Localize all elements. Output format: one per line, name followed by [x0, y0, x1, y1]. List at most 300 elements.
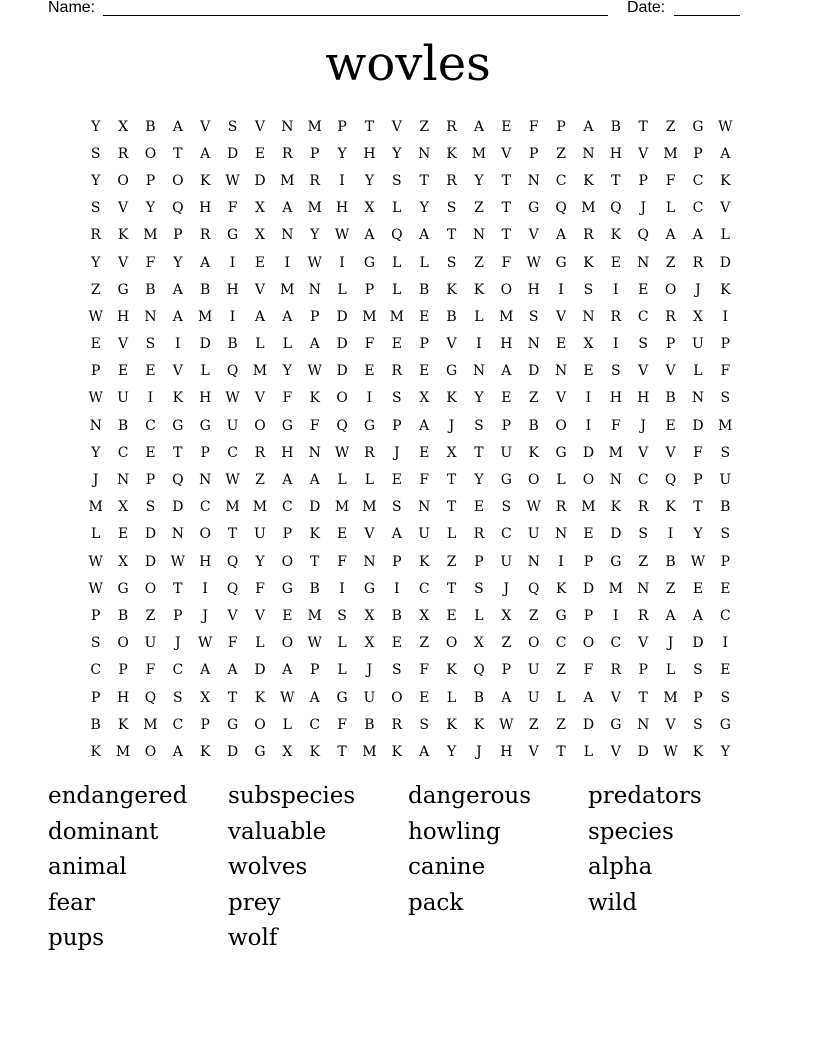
grid-letter: X — [692, 308, 703, 325]
grid-letter: Z — [665, 118, 676, 135]
grid-letter: U — [500, 553, 513, 570]
grid-letter: H — [363, 145, 376, 162]
grid-letter: F — [665, 172, 676, 189]
grid-letter: P — [501, 417, 512, 434]
grid-letter: O — [527, 635, 540, 652]
grid-letter: O — [500, 281, 513, 298]
grid-letter: F — [227, 200, 238, 217]
grid-letter: S — [446, 200, 457, 217]
grid-letter: O — [172, 172, 184, 189]
grid-letter: R — [90, 227, 101, 244]
grid-letter: H — [609, 390, 622, 407]
grid-letter: H — [226, 281, 239, 298]
grid-letter: I — [613, 607, 619, 624]
grid-letter: K — [446, 716, 457, 733]
grid-letter: K — [720, 172, 731, 189]
grid-letter: C — [418, 580, 430, 597]
grid-letter: H — [116, 308, 130, 325]
grid-letter: D — [582, 444, 595, 461]
grid-row — [82, 412, 739, 439]
grid-letter: R — [610, 662, 622, 679]
grid-letter: I — [585, 390, 592, 407]
grid-letter: D — [582, 716, 595, 733]
grid-letter: K — [583, 172, 594, 189]
grid-letter: R — [637, 607, 649, 624]
grid-letter: D — [226, 743, 239, 760]
grid-letter: Q — [226, 580, 239, 597]
grid-letter: A — [720, 145, 731, 162]
grid-letter: G — [555, 444, 567, 461]
grid-letter: M — [389, 308, 404, 325]
grid-letter: L — [337, 472, 347, 489]
grid-letter: D — [309, 499, 321, 516]
grid-letter: R — [446, 172, 457, 189]
grid-letter: O — [199, 526, 211, 543]
grid-letter: N — [637, 716, 650, 733]
grid-letter: A — [501, 363, 512, 380]
grid-letter: M — [143, 716, 158, 733]
grid-letter: X — [118, 118, 129, 135]
grid-letter: W — [225, 472, 240, 489]
grid-letter: C — [637, 308, 649, 325]
grid-letter: O — [117, 172, 129, 189]
word-list-item: canine — [408, 854, 486, 880]
grid-letter: S — [693, 716, 703, 733]
grid-letter: A — [282, 472, 293, 489]
grid-row — [82, 630, 739, 657]
grid-letter: E — [145, 444, 156, 461]
grid-letter: W — [197, 635, 213, 652]
grid-letter: B — [90, 716, 101, 733]
grid-letter: V — [254, 281, 265, 298]
grid-letter: X — [118, 499, 129, 516]
grid-letter: T — [227, 526, 238, 543]
grid-letter: G — [528, 200, 540, 217]
grid-letter: S — [583, 281, 594, 298]
grid-letter: N — [472, 363, 486, 380]
grid-letter: P — [474, 553, 484, 570]
grid-letter: M — [307, 607, 322, 624]
grid-letter: A — [254, 308, 265, 325]
grid-letter: K — [90, 743, 101, 760]
grid-letter: Y — [474, 472, 484, 489]
grid-letter: D — [336, 363, 348, 380]
grid-letter: H — [199, 390, 212, 407]
grid-letter: A — [200, 145, 211, 162]
grid-letter: F — [337, 553, 347, 570]
grid-letter: V — [528, 743, 539, 760]
grid-letter: G — [199, 417, 211, 434]
grid-letter: W — [663, 743, 678, 760]
grid-letter: Q — [391, 227, 403, 244]
grid-letter: K — [172, 390, 184, 407]
grid-letter: X — [473, 635, 484, 652]
grid-letter: X — [364, 607, 375, 624]
grid-letter: J — [175, 635, 181, 652]
grid-letter: W — [88, 553, 103, 570]
grid-letter: R — [446, 118, 457, 135]
word-list-item: prey — [228, 889, 281, 916]
grid-letter: A — [282, 200, 293, 217]
grid-letter: K — [473, 716, 485, 733]
grid-letter: V — [391, 118, 402, 135]
grid-letter: A — [172, 281, 183, 298]
grid-letter: B — [665, 553, 676, 570]
grid-letter: V — [720, 200, 731, 217]
grid-letter: R — [637, 499, 649, 516]
grid-letter: E — [336, 526, 348, 543]
grid-letter: R — [117, 145, 129, 162]
grid-letter: E — [692, 580, 704, 597]
grid-letter: W — [499, 716, 514, 733]
grid-letter: P — [309, 308, 320, 325]
grid-letter: Q — [172, 200, 184, 217]
grid-letter: I — [558, 553, 564, 570]
grid-letter: V — [254, 607, 265, 624]
grid-letter: L — [446, 689, 457, 706]
grid-letter: K — [610, 499, 622, 516]
grid-row — [82, 276, 739, 303]
grid-letter: B — [117, 417, 129, 434]
grid-letter: O — [555, 417, 567, 434]
grid-letter: W — [280, 689, 295, 706]
grid-letter: A — [665, 227, 676, 244]
grid-letter: Z — [528, 716, 539, 733]
grid-letter: P — [364, 281, 375, 298]
grid-letter: I — [476, 336, 482, 353]
grid-letter: T — [446, 499, 457, 516]
grid-letter: M — [581, 499, 596, 516]
grid-letter: S — [720, 689, 731, 706]
grid-letter: B — [528, 417, 539, 434]
grid-row — [82, 657, 739, 684]
grid-letter: M — [499, 308, 514, 325]
grid-letter: L — [693, 363, 703, 380]
grid-letter: T — [446, 580, 457, 597]
grid-letter: J — [476, 743, 482, 760]
grid-letter: P — [282, 526, 293, 543]
grid-letter: T — [501, 200, 511, 217]
grid-letter: S — [392, 390, 402, 407]
grid-letter: E — [391, 472, 402, 489]
grid-row — [82, 548, 739, 575]
grid-letter: W — [307, 254, 322, 271]
grid-letter: H — [500, 336, 513, 353]
grid-letter: M — [225, 499, 240, 516]
grid-letter: E — [720, 580, 731, 597]
grid-letter: L — [255, 635, 265, 652]
grid-letter: F — [145, 254, 156, 271]
grid-letter: V — [638, 444, 649, 461]
grid-letter: O — [144, 743, 157, 760]
grid-letter: K — [199, 743, 211, 760]
grid-letter: D — [719, 254, 731, 271]
grid-letter: F — [610, 417, 621, 434]
grid-letter: P — [145, 172, 156, 189]
grid-row — [82, 575, 739, 602]
grid-letter: Z — [145, 607, 156, 624]
grid-letter: T — [693, 499, 703, 516]
grid-letter: R — [391, 716, 403, 733]
grid-letter: E — [90, 336, 101, 353]
grid-letter: Z — [446, 553, 457, 570]
grid-letter: H — [527, 281, 540, 298]
grid-letter: B — [309, 580, 320, 597]
grid-letter: V — [172, 363, 183, 380]
grid-letter: S — [528, 308, 539, 325]
grid-letter: B — [364, 716, 375, 733]
grid-letter: A — [309, 472, 320, 489]
word-list-item: pack — [408, 889, 464, 916]
grid-letter: R — [555, 499, 567, 516]
grid-letter: W — [718, 118, 733, 135]
grid-letter: E — [473, 499, 485, 516]
word-list-item: subspecies — [228, 783, 356, 809]
grid-letter: L — [583, 743, 594, 760]
grid-letter: E — [391, 635, 402, 652]
grid-letter: S — [720, 526, 731, 543]
grid-letter: V — [665, 444, 676, 461]
grid-letter: S — [227, 118, 238, 135]
grid-letter: F — [693, 444, 703, 461]
grid-letter: A — [556, 227, 567, 244]
grid-letter: F — [720, 363, 731, 380]
grid-letter: N — [144, 308, 157, 325]
grid-letter: P — [90, 607, 101, 624]
grid-row — [82, 684, 739, 711]
name-label: Name: — [48, 0, 96, 16]
grid-letter: V — [364, 526, 375, 543]
grid-letter: C — [227, 444, 238, 461]
grid-letter: K — [528, 444, 539, 461]
grid-letter: X — [364, 635, 375, 652]
grid-letter: O — [445, 635, 458, 652]
grid-letter: Y — [282, 363, 292, 380]
grid-letter: W — [88, 308, 103, 325]
grid-letter: U — [144, 635, 157, 652]
grid-row — [82, 195, 739, 222]
grid-letter: E — [610, 254, 621, 271]
grid-letter: E — [282, 607, 293, 624]
grid-letter: P — [638, 172, 648, 189]
grid-letter: Z — [501, 635, 512, 652]
grid-letter: L — [392, 281, 402, 298]
grid-letter: S — [145, 336, 156, 353]
grid-letter: E — [254, 254, 266, 271]
grid-letter: L — [200, 363, 210, 380]
grid-letter: C — [692, 200, 704, 217]
grid-letter: W — [334, 444, 350, 461]
grid-letter: Z — [556, 716, 566, 733]
grid-letter: N — [308, 444, 321, 461]
grid-letter: W — [225, 390, 240, 407]
grid-letter: V — [556, 308, 567, 325]
grid-letter: P — [556, 118, 566, 135]
grid-letter: L — [720, 227, 730, 244]
grid-letter: S — [392, 662, 402, 679]
grid-letter: A — [391, 526, 402, 543]
grid-letter: K — [446, 281, 457, 298]
grid-letter: Y — [446, 743, 457, 760]
grid-letter: A — [200, 662, 211, 679]
grid-letter: R — [254, 444, 266, 461]
grid-letter: I — [202, 580, 208, 597]
grid-letter: R — [309, 172, 320, 189]
grid-letter: G — [500, 472, 512, 489]
grid-letter: U — [527, 689, 540, 706]
grid-letter: V — [118, 200, 129, 217]
grid-letter: C — [692, 172, 704, 189]
grid-letter: Q — [226, 363, 239, 380]
grid-letter: L — [392, 254, 402, 271]
grid-letter: P — [118, 662, 128, 679]
grid-letter: S — [392, 172, 402, 189]
grid-letter: Z — [474, 254, 484, 271]
grid-letter: L — [556, 472, 566, 489]
grid-letter: N — [281, 227, 294, 244]
grid-letter: H — [335, 200, 349, 217]
grid-letter: E — [117, 363, 129, 380]
grid-row — [82, 249, 739, 276]
grid-letter: N — [637, 254, 650, 271]
grid-letter: K — [199, 172, 211, 189]
grid-letter: P — [419, 336, 429, 353]
grid-letter: B — [145, 118, 156, 135]
grid-letter: T — [611, 172, 621, 189]
grid-row — [82, 303, 739, 330]
grid-letter: N — [527, 172, 540, 189]
grid-letter: I — [229, 254, 236, 271]
grid-letter: S — [90, 200, 101, 217]
grid-letter: Z — [638, 553, 649, 570]
grid-letter: R — [199, 227, 211, 244]
grid-letter: P — [583, 553, 594, 570]
grid-letter: D — [144, 526, 157, 543]
grid-letter: P — [583, 607, 594, 624]
grid-letter: Z — [665, 580, 676, 597]
grid-row — [82, 439, 739, 466]
grid-letter: K — [446, 662, 457, 679]
grid-letter: T — [419, 172, 429, 189]
grid-letter: J — [640, 200, 646, 217]
grid-row — [82, 521, 739, 548]
grid-letter: S — [419, 716, 429, 733]
grid-letter: N — [472, 227, 486, 244]
grid-letter: C — [555, 635, 567, 652]
grid-letter: P — [309, 662, 320, 679]
grid-letter: Z — [556, 662, 566, 679]
grid-letter: E — [638, 281, 649, 298]
grid-letter: M — [663, 689, 678, 706]
grid-letter: J — [92, 472, 99, 489]
grid-letter: P — [337, 118, 347, 135]
grid-letter: K — [309, 526, 320, 543]
grid-letter: M — [252, 499, 268, 516]
date-label: Date: — [627, 0, 666, 16]
grid-letter: L — [282, 336, 292, 353]
grid-letter: Y — [91, 444, 101, 461]
grid-letter: G — [555, 607, 567, 624]
grid-letter: P — [720, 553, 731, 570]
grid-letter: B — [200, 281, 211, 298]
grid-letter: B — [610, 118, 621, 135]
grid-letter: G — [226, 227, 239, 244]
grid-letter: T — [446, 227, 457, 244]
grid-letter: V — [665, 716, 676, 733]
grid-letter: X — [419, 607, 430, 624]
grid-letter: E — [419, 689, 430, 706]
grid-letter: W — [526, 254, 541, 271]
grid-letter: D — [692, 635, 704, 652]
grid-letter: G — [336, 689, 348, 706]
grid-letter: L — [282, 716, 292, 733]
grid-letter: K — [692, 743, 704, 760]
grid-letter: Y — [364, 172, 375, 189]
grid-letter: B — [665, 390, 676, 407]
grid-letter: N — [363, 553, 376, 570]
grid-letter: Y — [720, 743, 730, 760]
grid-letter: M — [718, 417, 733, 434]
grid-letter: N — [89, 417, 102, 434]
grid-letter: N — [418, 499, 431, 516]
grid-letter: D — [254, 172, 266, 189]
grid-letter: P — [528, 145, 539, 162]
grid-letter: P — [693, 145, 703, 162]
grid-letter: T — [173, 145, 183, 162]
grid-letter: P — [720, 336, 731, 353]
grid-letter: E — [720, 662, 731, 679]
grid-letter: J — [394, 444, 400, 461]
grid-letter: R — [665, 308, 676, 325]
grid-letter: S — [501, 499, 512, 516]
grid-letter: L — [337, 635, 347, 652]
grid-letter: C — [500, 526, 512, 543]
grid-letter: T — [173, 580, 183, 597]
grid-letter: P — [392, 553, 402, 570]
grid-letter: K — [665, 499, 676, 516]
grid-letter: V — [227, 607, 238, 624]
grid-letter: O — [144, 145, 157, 162]
grid-letter: E — [117, 526, 129, 543]
grid-letter: M — [280, 281, 295, 298]
grid-letter: G — [281, 580, 293, 597]
grid-letter: Y — [392, 145, 402, 162]
word-list-item: wolves — [228, 854, 308, 880]
grid-letter: C — [90, 662, 102, 679]
grid-letter: I — [339, 172, 345, 189]
grid-letter: P — [392, 417, 402, 434]
grid-letter: Q — [473, 662, 485, 679]
grid-letter: J — [503, 580, 510, 597]
grid-letter: F — [337, 716, 347, 733]
grid-letter: F — [145, 662, 156, 679]
grid-letter: N — [527, 553, 540, 570]
grid-letter: Z — [419, 118, 430, 135]
grid-letter: A — [419, 417, 430, 434]
grid-letter: R — [473, 526, 485, 543]
grid-letter: F — [309, 417, 320, 434]
grid-letter: P — [665, 336, 676, 353]
grid-letter: A — [665, 607, 676, 624]
grid-letter: C — [281, 499, 293, 516]
grid-letter: I — [558, 281, 564, 298]
grid-letter: U — [254, 526, 266, 543]
grid-letter: U — [719, 472, 732, 489]
grid-letter: V — [446, 336, 457, 353]
grid-letter: G — [719, 716, 731, 733]
grid-letter: I — [613, 336, 619, 353]
grid-letter: M — [608, 444, 623, 461]
